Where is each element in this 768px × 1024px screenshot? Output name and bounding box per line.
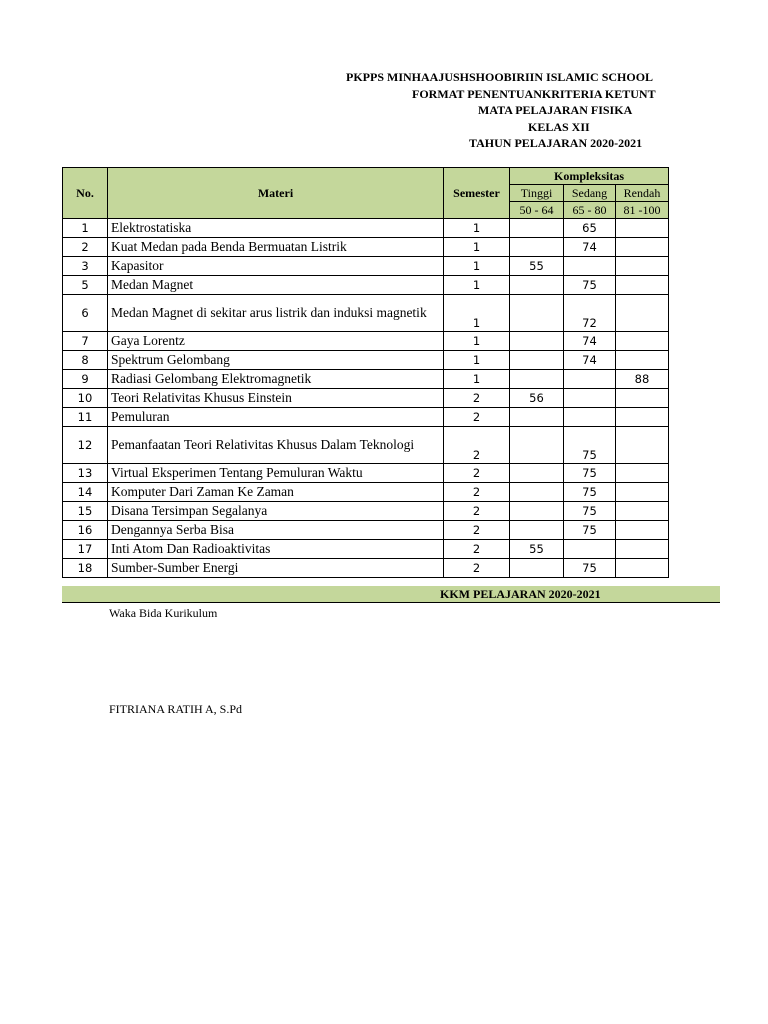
- row-materi: Disana Tersimpan Segalanya: [108, 502, 444, 521]
- row-no: 7: [63, 332, 108, 351]
- row-no: 15: [63, 502, 108, 521]
- table-row: [63, 427, 669, 464]
- row-semester: 2: [444, 502, 510, 521]
- row-no: 18: [63, 559, 108, 578]
- row-materi: Inti Atom Dan Radioaktivitas: [108, 540, 444, 559]
- subheader-rendah: Rendah: [616, 185, 669, 202]
- row-rendah: [616, 219, 669, 238]
- row-semester: 1: [444, 351, 510, 370]
- row-tinggi: [510, 295, 564, 332]
- row-rendah: [616, 427, 669, 464]
- row-tinggi: [510, 219, 564, 238]
- row-sedang: [564, 370, 616, 389]
- row-sedang: 75: [564, 483, 616, 502]
- row-tinggi: 55: [510, 257, 564, 276]
- document-title: FORMAT PENENTUANKRITERIA KETUNT: [412, 87, 656, 101]
- row-no: 3: [63, 257, 108, 276]
- row-rendah: 88: [616, 370, 669, 389]
- row-sedang: 72: [564, 295, 616, 332]
- row-tinggi: [510, 408, 564, 427]
- row-rendah: [616, 295, 669, 332]
- row-sedang: 75: [564, 559, 616, 578]
- row-rendah: [616, 408, 669, 427]
- table-row: [63, 483, 669, 502]
- row-rendah: [616, 257, 669, 276]
- table-row: [63, 559, 669, 578]
- row-semester: 1: [444, 257, 510, 276]
- row-materi: Dengannya Serba Bisa: [108, 521, 444, 540]
- row-tinggi: [510, 483, 564, 502]
- row-rendah: [616, 559, 669, 578]
- table-row: [63, 502, 669, 521]
- row-sedang: 74: [564, 238, 616, 257]
- row-rendah: [616, 276, 669, 295]
- row-tinggi: [510, 370, 564, 389]
- row-no: 10: [63, 389, 108, 408]
- row-tinggi: [510, 559, 564, 578]
- row-materi: Gaya Lorentz: [108, 332, 444, 351]
- row-rendah: [616, 521, 669, 540]
- school-name: PKPPS MINHAAJUSHSHOOBIRIIN ISLAMIC SCHOOL: [346, 70, 654, 84]
- row-sedang: 75: [564, 464, 616, 483]
- row-no: 9: [63, 370, 108, 389]
- row-sedang: [564, 257, 616, 276]
- row-no: 12: [63, 427, 108, 464]
- subheader-sedang: Sedang: [564, 185, 616, 202]
- row-semester: 1: [444, 276, 510, 295]
- row-tinggi: [510, 238, 564, 257]
- row-semester: 2: [444, 559, 510, 578]
- row-tinggi: [510, 351, 564, 370]
- table-row: [63, 370, 669, 389]
- row-no: 8: [63, 351, 108, 370]
- row-materi: Pemanfaatan Teori Relativitas Khusus Dalam Teknologi: [108, 427, 444, 464]
- row-materi: Radiasi Gelombang Elektromagnetik: [108, 370, 444, 389]
- row-tinggi: [510, 276, 564, 295]
- row-semester: 2: [444, 389, 510, 408]
- row-no: 16: [63, 521, 108, 540]
- row-rendah: [616, 464, 669, 483]
- row-sedang: 75: [564, 521, 616, 540]
- table-row: [63, 540, 669, 559]
- kkm-footer-band: [62, 586, 720, 603]
- column-header-materi: Materi: [108, 168, 444, 219]
- row-materi: Teori Relativitas Khusus Einstein: [108, 389, 444, 408]
- row-materi: Komputer Dari Zaman Ke Zaman: [108, 483, 444, 502]
- subject-title: MATA PELAJARAN FISIKA: [478, 103, 633, 117]
- row-no: 17: [63, 540, 108, 559]
- row-semester: 2: [444, 408, 510, 427]
- range-sedang: 65 - 80: [564, 202, 616, 219]
- kkm-footer-label: KKM PELAJARAN 2020-2021: [440, 587, 601, 601]
- row-no: 2: [63, 238, 108, 257]
- signature-name: FITRIANA RATIH A, S.Pd: [109, 702, 243, 716]
- kkm-table: [62, 167, 669, 578]
- column-header-semester: Semester: [444, 168, 510, 219]
- row-semester: 2: [444, 483, 510, 502]
- table-row: [63, 295, 669, 332]
- row-tinggi: 56: [510, 389, 564, 408]
- subheader-tinggi: Tinggi: [510, 185, 564, 202]
- table-row: [63, 351, 669, 370]
- row-sedang: [564, 540, 616, 559]
- row-rendah: [616, 389, 669, 408]
- row-semester: 1: [444, 370, 510, 389]
- row-tinggi: [510, 332, 564, 351]
- row-sedang: 75: [564, 502, 616, 521]
- row-no: 14: [63, 483, 108, 502]
- row-semester: 1: [444, 332, 510, 351]
- row-semester: 2: [444, 521, 510, 540]
- row-rendah: [616, 351, 669, 370]
- row-materi: Kapasitor: [108, 257, 444, 276]
- row-sedang: 74: [564, 351, 616, 370]
- row-no: 13: [63, 464, 108, 483]
- row-semester: 1: [444, 295, 510, 332]
- row-materi: Kuat Medan pada Benda Bermuatan Listrik: [108, 238, 444, 257]
- row-sedang: 75: [564, 427, 616, 464]
- row-semester: 1: [444, 219, 510, 238]
- table-row: [63, 257, 669, 276]
- row-semester: 2: [444, 427, 510, 464]
- table-row: [63, 464, 669, 483]
- range-rendah: 81 -100: [616, 202, 669, 219]
- row-rendah: [616, 540, 669, 559]
- table-row: [63, 332, 669, 351]
- row-semester: 2: [444, 540, 510, 559]
- row-rendah: [616, 483, 669, 502]
- row-tinggi: [510, 502, 564, 521]
- row-materi: Elektrostatiska: [108, 219, 444, 238]
- row-no: 1: [63, 219, 108, 238]
- table-row: [63, 408, 669, 427]
- row-tinggi: 55: [510, 540, 564, 559]
- row-materi: Medan Magnet: [108, 276, 444, 295]
- row-tinggi: [510, 464, 564, 483]
- row-no: 11: [63, 408, 108, 427]
- table-row: [63, 521, 669, 540]
- class-title: KELAS XII: [528, 120, 590, 134]
- table-row: [63, 238, 669, 257]
- column-header-no: No.: [63, 168, 108, 219]
- row-sedang: 65: [564, 219, 616, 238]
- table-row: [63, 276, 669, 295]
- row-rendah: [616, 238, 669, 257]
- row-tinggi: [510, 521, 564, 540]
- column-header-kompleksitas: Kompleksitas: [510, 168, 669, 185]
- row-sedang: [564, 389, 616, 408]
- row-materi: Spektrum Gelombang: [108, 351, 444, 370]
- row-rendah: [616, 332, 669, 351]
- row-materi: Sumber-Sumber Energi: [108, 559, 444, 578]
- table-row: [63, 389, 669, 408]
- row-sedang: 74: [564, 332, 616, 351]
- row-materi: Pemuluran: [108, 408, 444, 427]
- row-no: 5: [63, 276, 108, 295]
- row-materi: Medan Magnet di sekitar arus listrik dan induksi magnetik: [108, 295, 444, 332]
- row-tinggi: [510, 427, 564, 464]
- row-semester: 1: [444, 238, 510, 257]
- row-rendah: [616, 502, 669, 521]
- range-tinggi: 50 - 64: [510, 202, 564, 219]
- row-sedang: 75: [564, 276, 616, 295]
- academic-year-title: TAHUN PELAJARAN 2020-2021: [469, 136, 643, 150]
- row-materi: Virtual Eksperimen Tentang Pemuluran Waktu: [108, 464, 444, 483]
- row-semester: 2: [444, 464, 510, 483]
- table-row: [63, 219, 669, 238]
- row-sedang: [564, 408, 616, 427]
- row-no: 6: [63, 295, 108, 332]
- signature-role: Waka Bida Kurikulum: [109, 606, 218, 620]
